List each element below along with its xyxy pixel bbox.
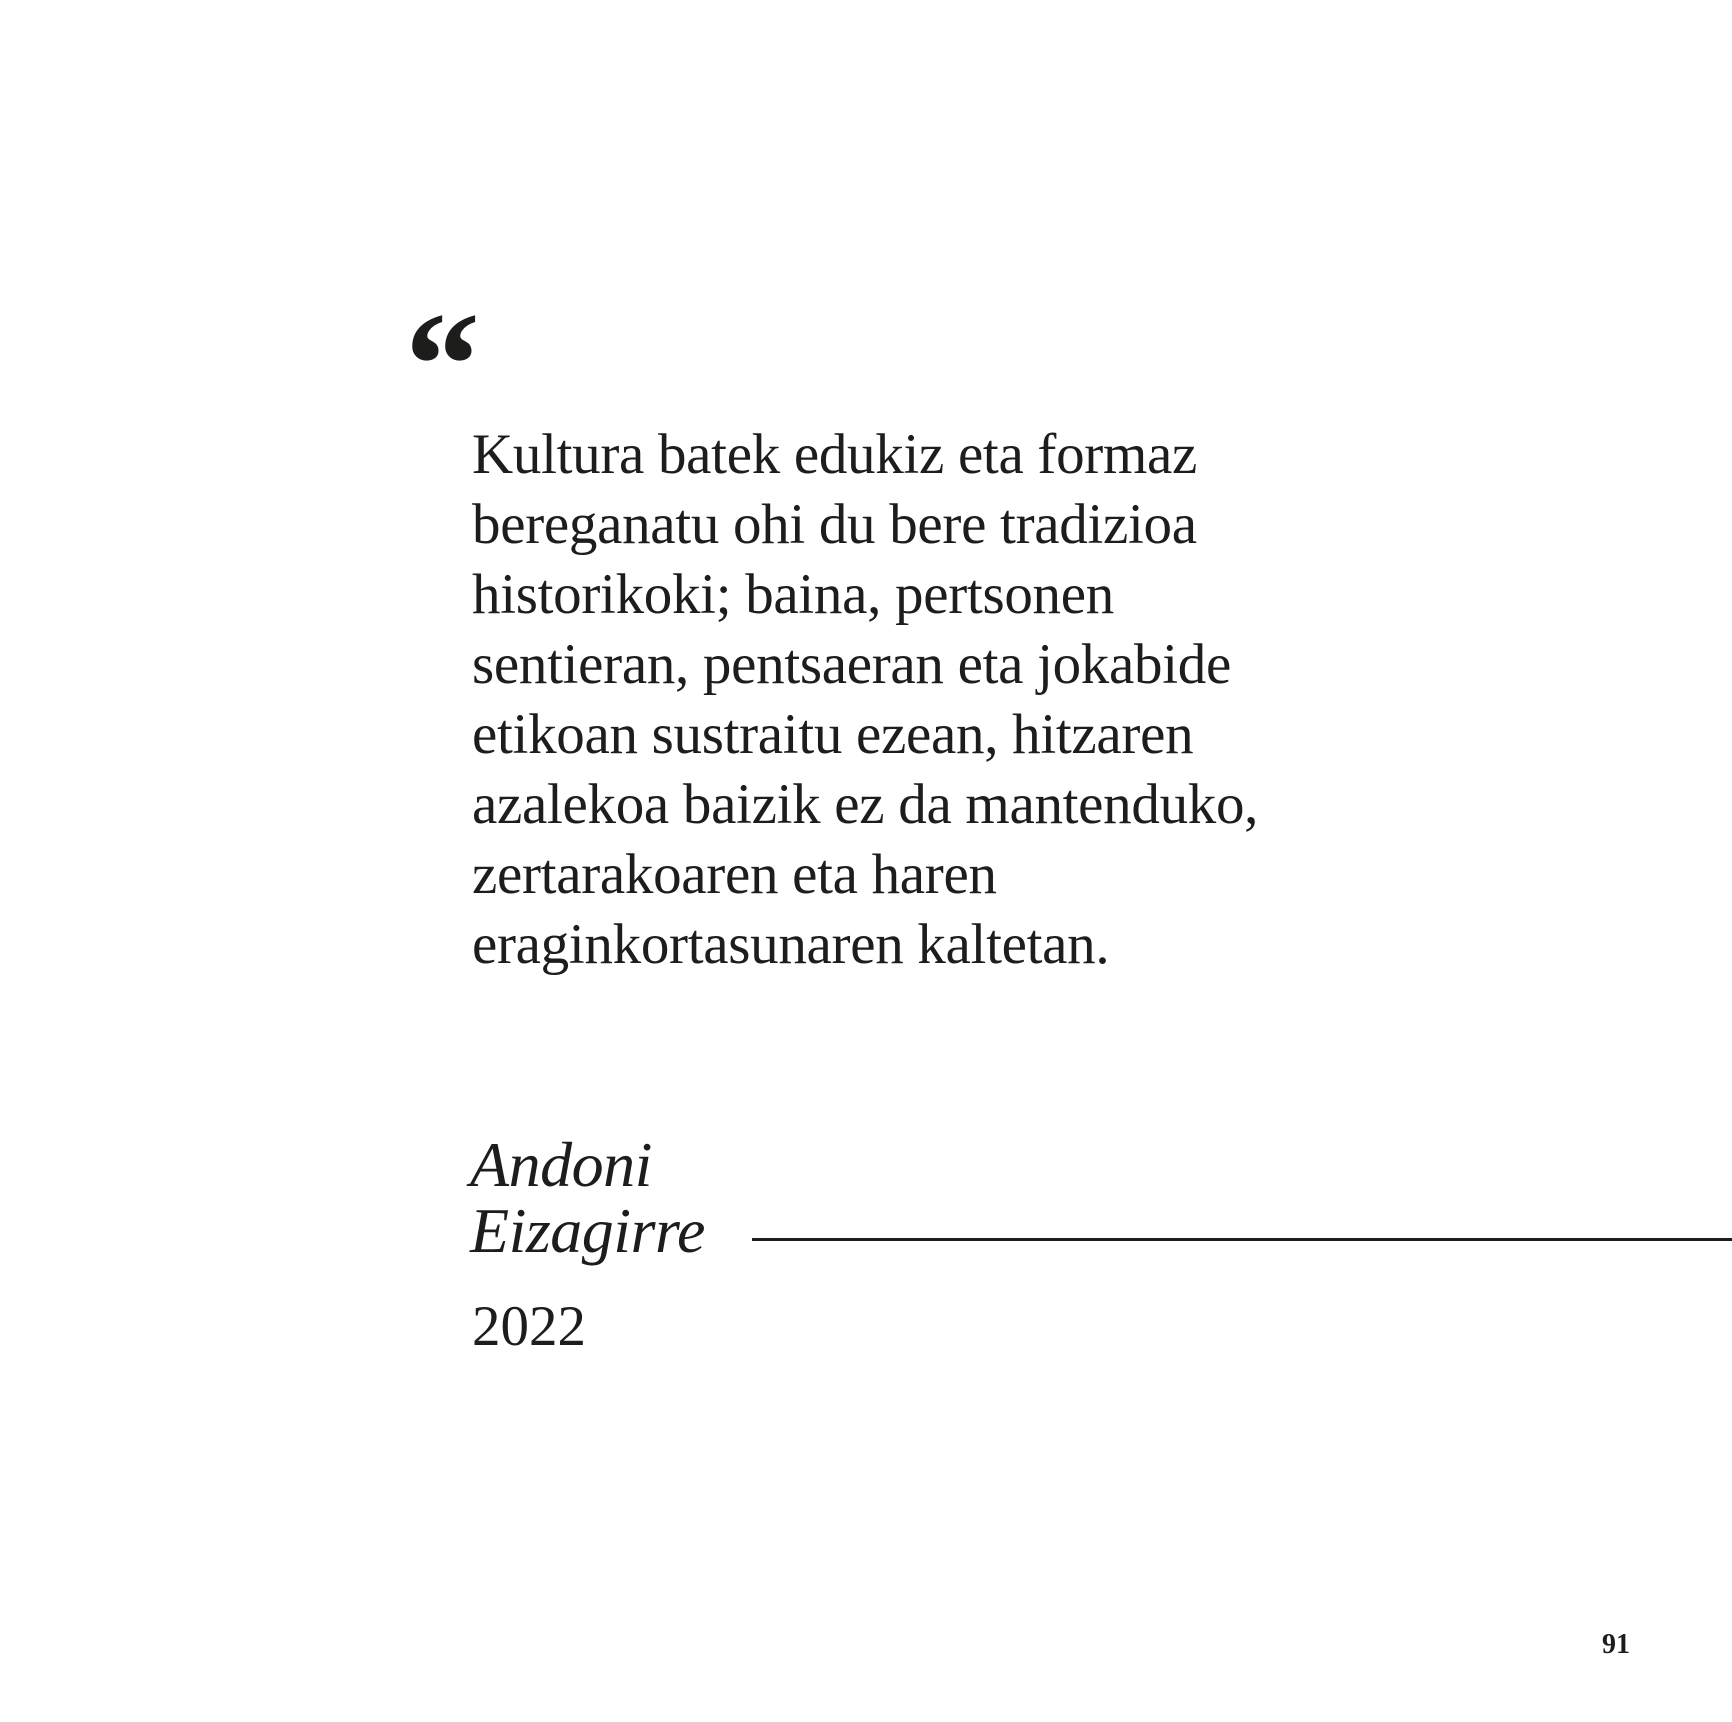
quote-year: 2022 [472, 1295, 586, 1358]
quote-line: eraginkortasunaren kaltetan. [472, 913, 1110, 976]
quote-line: zertarakoaren eta haren [472, 843, 997, 906]
quote-line: Kultura batek edukiz eta formaz [472, 423, 1198, 486]
quote-text [472, 420, 1372, 980]
quote-line: bereganatu ohi du bere tradizioa [472, 493, 1197, 556]
attribution-divider [752, 1238, 1732, 1241]
page-number: 91 [1602, 1629, 1630, 1660]
quote-line: historikoki; baina, pertsonen [472, 563, 1114, 626]
opening-quote-icon: “ [405, 282, 480, 448]
quote-line: azalekoa baizik ez da mantenduko, [472, 773, 1259, 836]
quote-line: sentieran, pentsaeran eta jokabide [472, 633, 1231, 696]
author-name [470, 1129, 705, 1266]
quote-line: etikoan sustraitu ezean, hitzaren [472, 703, 1194, 766]
author-last-name: Eizagirre [470, 1195, 705, 1266]
author-first-name: Andoni [470, 1129, 652, 1200]
